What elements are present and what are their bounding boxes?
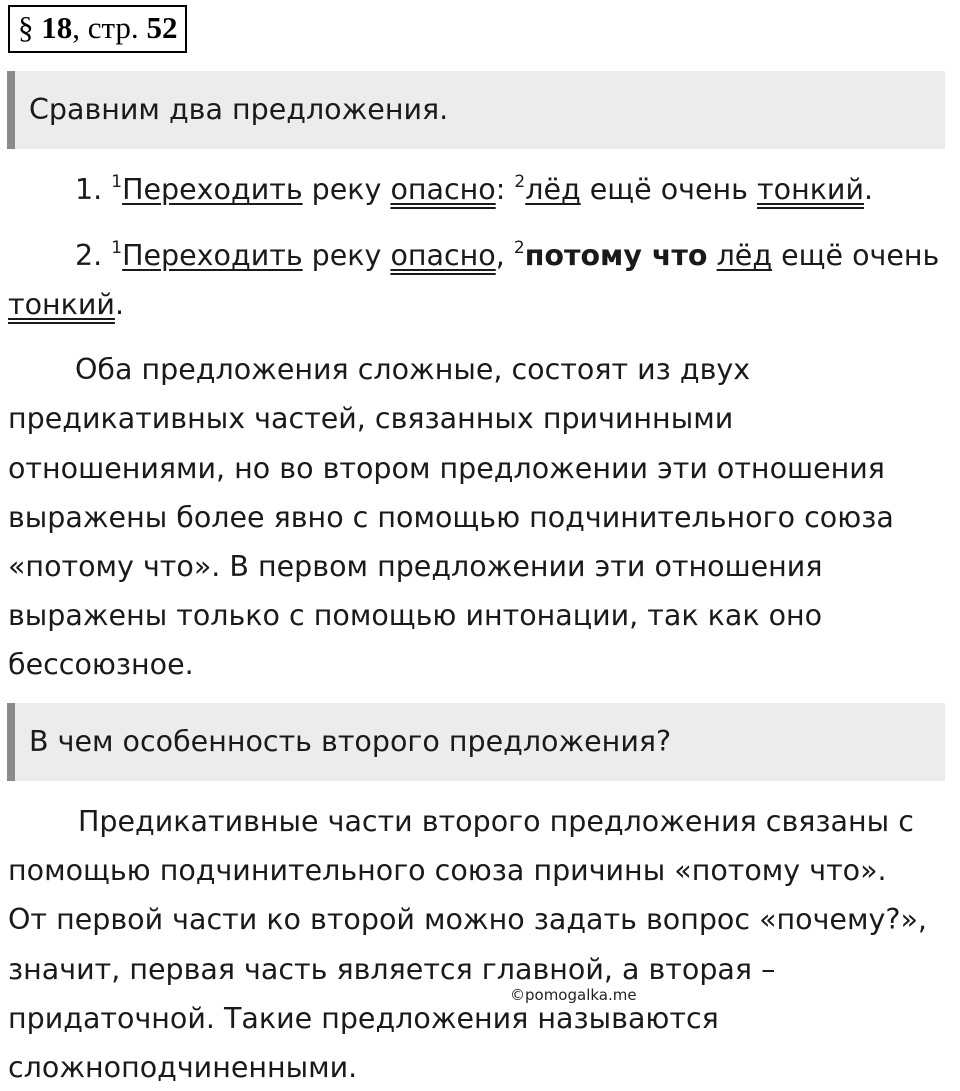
page-number: 52 [146,10,178,45]
question-block-2 [7,703,945,781]
sentence-text [708,239,717,272]
answer-1-line: предикативных частей, связанных причинными [8,402,734,435]
page-prefix: , стр. [72,10,139,45]
question-block-1 [7,71,945,149]
answer-1-line: выражены только с помощью интонации, так как оно [8,599,823,632]
predicate-word-double: опасно [390,173,496,206]
question-1-text: Сравним два предложения. [29,93,449,126]
sentence-1-number: 1. [75,173,103,206]
answer-2-line: От первой части ко второй можно задать вопрос «почему?», [8,903,927,936]
subject-word: лёд [525,173,581,206]
sentence-text: ещё очень [772,239,940,272]
part-index-2: 2 [514,172,526,192]
sentence-2-number: 2. [75,239,103,272]
answer-1-line: выражены более явно с помощью подчинительного союза [8,501,894,534]
example-sentence-2-line-1 [75,238,939,274]
question-2-text: В чем особенность второго предложения? [29,725,672,758]
subject-word: лёд [716,239,773,272]
answer-1-line: отношениями, но во втором предложении эти отношения [8,452,885,485]
watermark: ©pomogalka.me [510,986,637,1004]
example-sentence-2-line-2 [8,287,124,323]
answer-2-line: помощью подчинительного союза причины «потому что». [8,854,887,887]
answer-2-line: значит, первая часть является главной, а вторая – [8,953,776,986]
answer-1-line: Оба предложения сложные, состоят из двух [75,353,751,386]
part-index-2: 2 [513,238,525,258]
predicate-word-double: опасно [390,239,496,272]
example-sentence-1 [75,172,873,208]
predicate-word: Переходить [122,239,303,272]
conjunction: потому что [524,239,708,272]
part-index-1: 1 [111,238,123,258]
answer-2-line: сложноподчиненными. [8,1051,358,1084]
sentence-text: , [495,239,514,272]
answer-2-line: Предикативные части второго предложения связаны с [78,805,914,838]
sentence-text: . [114,288,124,321]
answer-2-line: придаточной. Такие предложения называются [8,1002,719,1035]
section-sign: § [18,10,34,45]
section-number: 18 [41,10,73,45]
part-index-1: 1 [111,172,123,192]
predicate-word-double: тонкий [8,288,115,321]
sentence-text: реку [302,239,391,272]
answer-1-line: бессоюзное. [8,648,194,681]
sentence-text: : [495,173,515,206]
section-page-label [8,5,187,53]
answer-1-line: «потому что». В первом предложении эти отношения [8,550,823,583]
sentence-text: ещё очень [580,173,758,206]
sentence-text: реку [302,173,391,206]
sentence-text: . [863,173,874,206]
predicate-word: Переходить [122,173,303,206]
predicate-word-double: тонкий [757,173,864,206]
